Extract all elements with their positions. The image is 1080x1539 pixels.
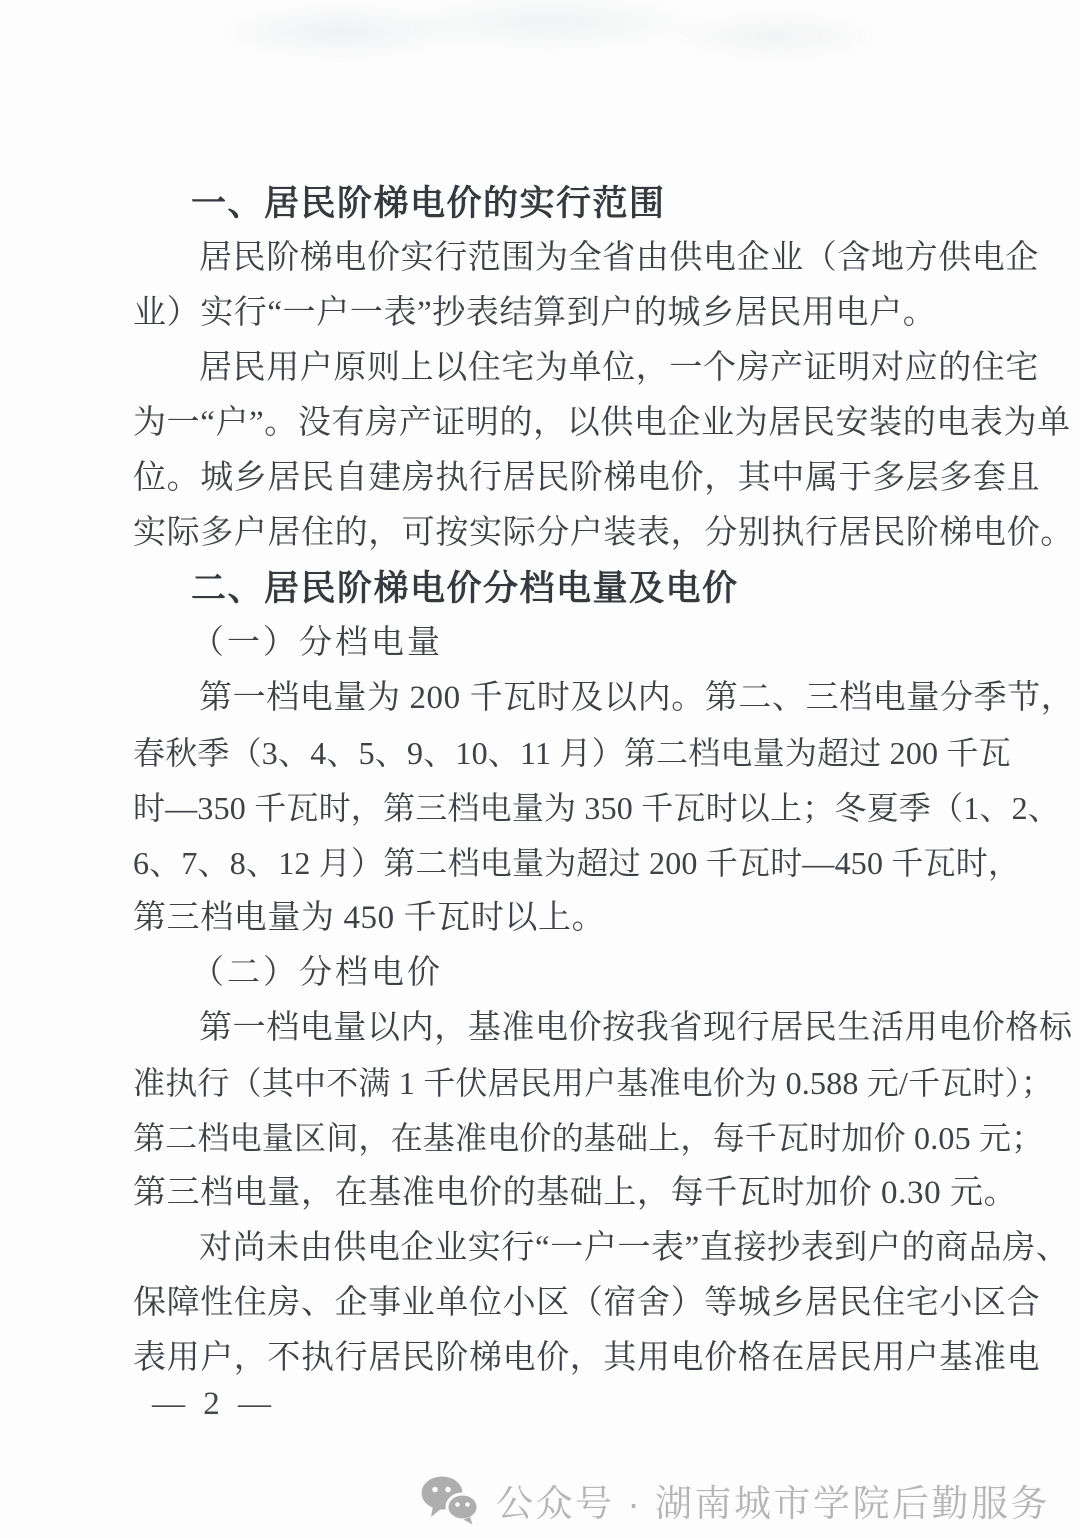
doc-line: 表用户，不执行居民阶梯电价，其用电价格在居民用户基准电 [133,1340,1041,1376]
doc-line: 对尚未由供电企业实行“一户一表”直接抄表到户的商品房、 [199,1230,1070,1266]
section-1-heading: 一、居民阶梯电价的实行范围 [191,184,666,223]
doc-line: 位。城乡居民自建房执行居民阶梯电价，其中属于多层多套且 [133,460,1041,496]
doc-line: 春秋季（3、4、5、9、10、11 月）第二档电量为超过 200 千瓦 [133,735,1011,771]
doc-line: 第三档电量为 450 千瓦时以上。 [133,900,606,936]
watermark-label: 公众号 · 湖南城市学院后勤服务 [496,1483,1050,1524]
doc-line: 时—350 千瓦时，第三档电量为 350 千瓦时以上；冬夏季（1、2、 [133,790,1061,826]
document-body [133,176,1075,1386]
doc-line: 居民阶梯电价实行范围为全省由供电企业（含地方供电企 [199,240,1039,276]
doc-line: 保障性住房、企事业单位小区（宿舍）等城乡居民住宅小区合 [133,1285,1041,1321]
subsection-1-heading: （一）分档电量 [191,625,443,661]
scan-bleedthrough-smudge [215,0,915,72]
page-number: — 2 — [152,1386,276,1422]
doc-line: 为一“户”。没有房产证明的，以供电企业为居民安装的电表为单 [133,405,1071,441]
wechat-watermark [420,1473,1050,1527]
doc-line: 准执行（其中不满 1 千伏居民用户基准电价为 0.588 元/千瓦时）； [133,1065,1054,1101]
wechat-icon [420,1475,480,1525]
doc-line: 6、7、8、12 月）第二档电量为超过 200 千瓦时—450 千瓦时， [133,845,1021,881]
subsection-2-heading: （二）分档电价 [191,955,443,991]
doc-line: 第三档电量，在基准电价的基础上，每千瓦时加价 0.30 元。 [133,1175,1018,1211]
doc-line: 第二档电量区间，在基准电价的基础上，每千瓦时加价 0.05 元； [133,1120,1044,1156]
doc-line: 业）实行“一户一表”抄表结算到户的城乡居民用电户。 [133,295,937,331]
section-2-heading: 二、居民阶梯电价分档电量及电价 [191,569,739,608]
doc-line: 居民用户原则上以住宅为单位，一个房产证明对应的住宅 [199,350,1039,386]
doc-line: 第一档电量为 200 千瓦时及以内。第二、三档电量分季节， [199,680,1075,716]
doc-line: 实际多户居住的，可按实际分户装表，分别执行居民阶梯电价。 [133,515,1074,551]
doc-line: 第一档电量以内，基准电价按我省现行居民生活用电价格标 [199,1010,1073,1046]
